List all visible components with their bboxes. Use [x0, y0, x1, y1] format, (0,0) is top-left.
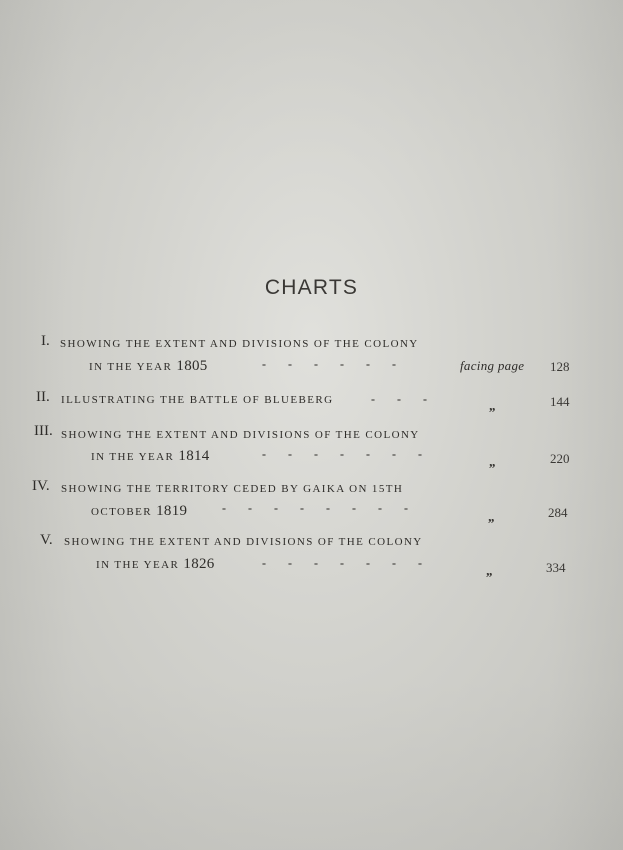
- entry-page-number: 220: [550, 451, 570, 466]
- entry-page-number: 128: [550, 359, 570, 374]
- ditto-mark: „: [489, 398, 496, 413]
- ditto-mark: „: [486, 563, 493, 578]
- entry-title-line: SHOWING THE EXTENT AND DIVISIONS OF THE COLONY: [61, 429, 420, 441]
- ditto-mark: „: [488, 509, 495, 524]
- entry-numeral: III.: [34, 423, 53, 439]
- entry-title-line: ILLUSTRATING THE BATTLE OF BLUEBERG: [61, 394, 334, 406]
- entry-year: 1826: [183, 556, 215, 572]
- entry-numeral: II.: [36, 389, 50, 405]
- entry-title-line: SHOWING THE EXTENT AND DIVISIONS OF THE COLONY: [60, 338, 419, 350]
- entry-year: 1805: [176, 358, 208, 374]
- entry-numeral: I.: [41, 333, 50, 349]
- dot-leaders: --------: [222, 501, 430, 515]
- entry-reference: [460, 358, 524, 375]
- entry-title-line-2: IN THE YEAR 1805: [89, 358, 208, 374]
- entry-numeral: IV.: [32, 478, 50, 494]
- entry-page-number: 144: [550, 394, 570, 409]
- dot-leaders: -------: [262, 556, 444, 570]
- entry-year: 1814: [178, 448, 210, 464]
- entry-page-number: 284: [548, 505, 568, 520]
- dot-leaders: ------: [262, 357, 418, 371]
- page-title: CHARTS: [264, 276, 359, 299]
- dot-leaders: -------: [262, 447, 444, 461]
- entry-title-line-2: OCTOBER 1819: [91, 503, 188, 519]
- ditto-mark: „: [489, 454, 496, 469]
- entry-page-number: 334: [546, 560, 566, 575]
- entry-title-line: SHOWING THE EXTENT AND DIVISIONS OF THE COLONY: [64, 536, 423, 548]
- entry-title-line: SHOWING THE TERRITORY CEDED BY GAIKA ON 15TH: [61, 483, 404, 495]
- facing-page-label: facing page: [460, 358, 525, 373]
- entry-title-line-2: IN THE YEAR 1826: [96, 556, 215, 572]
- entry-year: 1819: [156, 503, 188, 519]
- dot-leaders: ---: [371, 392, 449, 406]
- entry-numeral: V.: [40, 532, 53, 548]
- entry-title-line-2: IN THE YEAR 1814: [91, 448, 210, 464]
